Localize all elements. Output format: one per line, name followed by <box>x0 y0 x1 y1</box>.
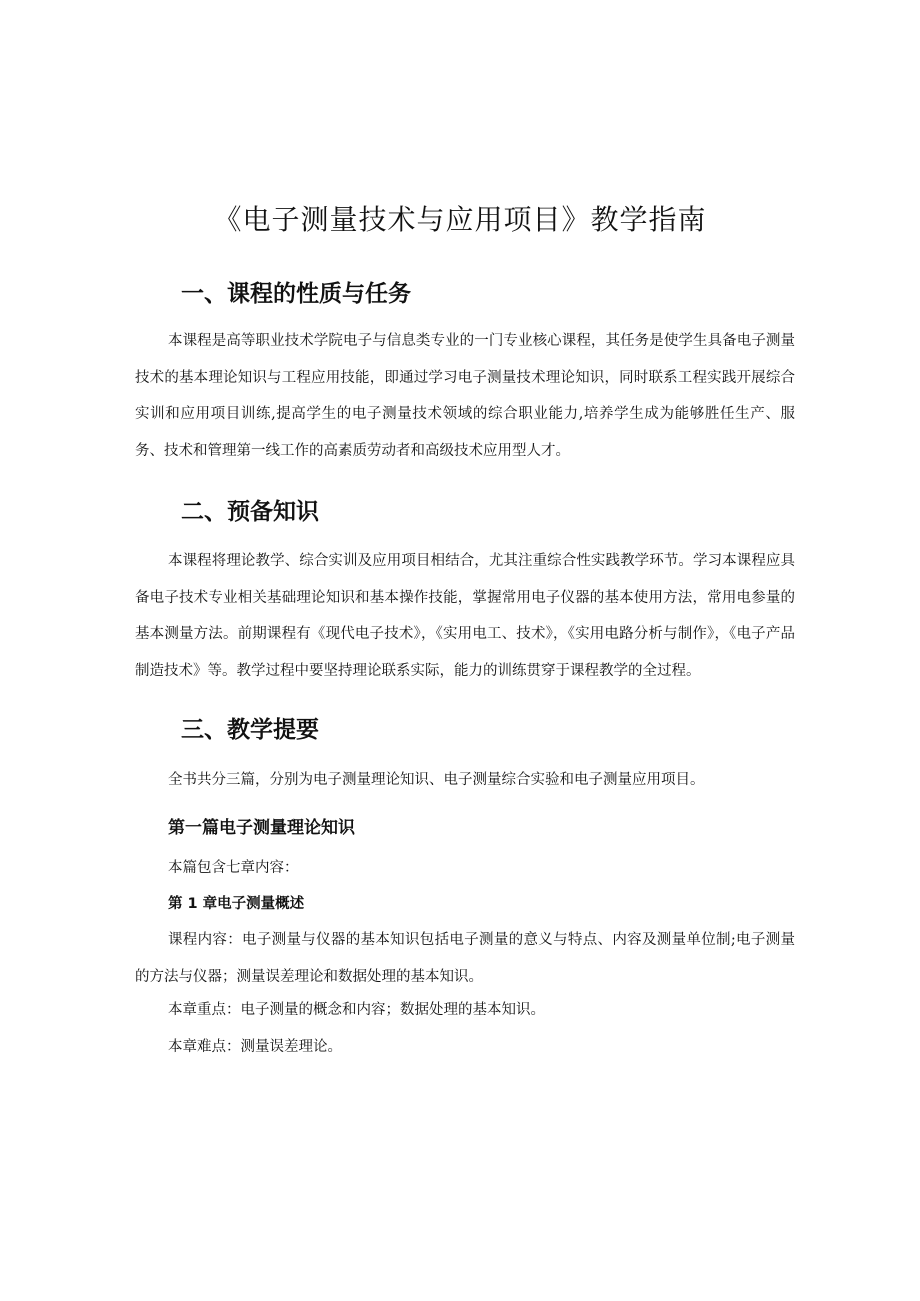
part-title: 第一篇电子测量理论知识 <box>168 818 355 838</box>
section-heading-nature-and-tasks: 一、课程的性质与任务 <box>181 281 411 307</box>
section-heading-teaching-outline: 三、教学提要 <box>181 717 319 743</box>
chapter-key-points: 本章重点：电子测量的概念和内容；数据处理的基本知识。 <box>168 1002 545 1018</box>
teaching-outline-intro: 全书共分三篇，分别为电子测量理论知识、电子测量综合实验和电子测量应用项目。 <box>168 772 705 788</box>
chapter-content: 课程内容：电子测量与仪器的基本知识包括电子测量的意义与特点、内容及测量单位制;电子测量的方法与仪器；测量误差理论和数据处理的基本知识。 <box>135 932 795 985</box>
part-intro: 本篇包含七章内容： <box>168 860 299 876</box>
section-paragraph-nature-and-tasks: 本课程是高等职业技术学院电子与信息类专业的一门专业核心课程，其任务是使学生具备电子测量技术的基本理论知识与工程应用技能，即通过学习电子测量技术理论知识，同时联系工程实践开展综合实训和应用项目训练,提高学生的电子测量技术领域的综合职业能力,培养学生成为能够胜任生产、服务、技术和管理第一线工作的高素质劳动者和高级技术应用型人才。 <box>135 333 795 459</box>
chapter-title: 第 1 章电子测量概述 <box>168 896 305 912</box>
section-heading-prerequisites: 二、预备知识 <box>181 499 319 525</box>
chapter-difficulties: 本章难点：测量误差理论。 <box>168 1039 342 1055</box>
document-title: 《电子测量技术与应用项目》教学指南 <box>213 203 707 236</box>
section-paragraph-prerequisites: 本课程将理论教学、综合实训及应用项目相结合，尤其注重综合性实践教学环节。学习本课程应具备电子技术专业相关基础理论知识和基本操作技能，掌握常用电子仪器的基本使用方法，常用电参量的基本测量方法。前期课程有《现代电子技术》，《实用电工、技术》，《实用电路分析与制作》，《电子产品制造技术》等。教学过程中要坚持理论联系实际，能力的训练贯穿于课程教学的全过程。 <box>135 553 795 679</box>
